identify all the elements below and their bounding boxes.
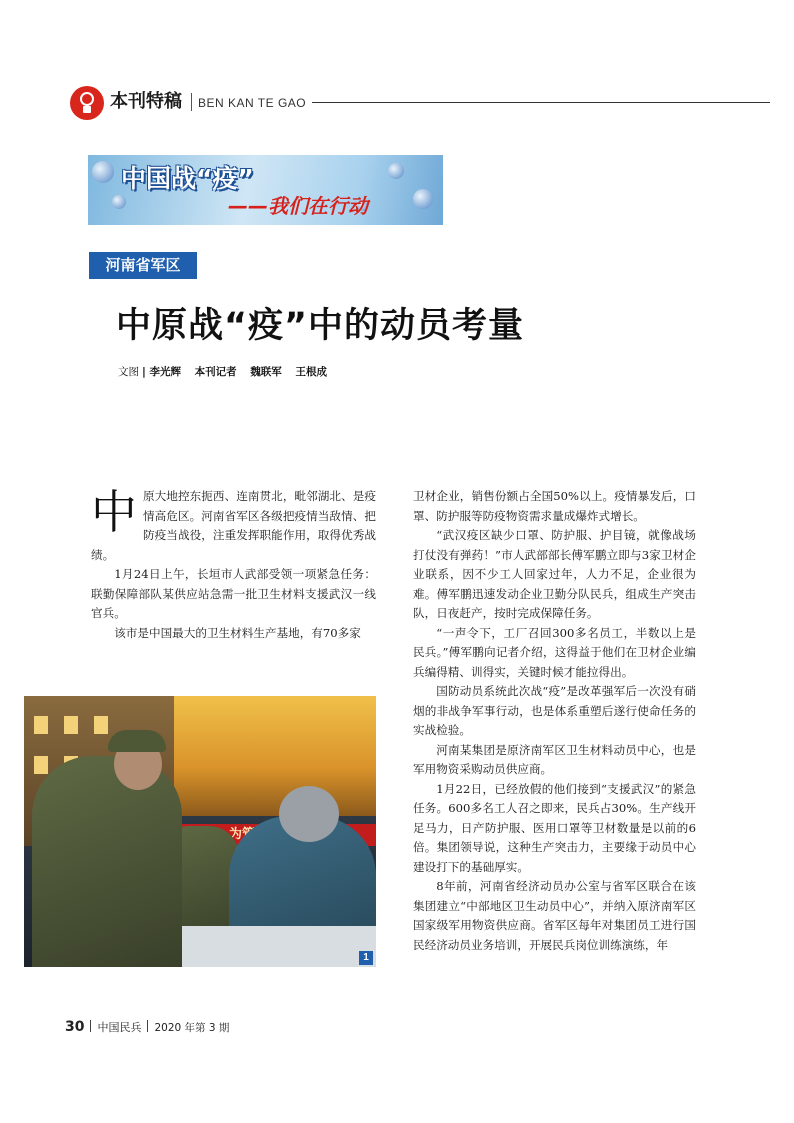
byline-author: 李光辉 (149, 366, 181, 378)
paragraph (91, 487, 376, 565)
body-column-left (91, 487, 376, 643)
region-tag: 河南省军区 (89, 252, 197, 279)
molecule-graphic (413, 189, 433, 209)
paragraph: 该市是中国最大的卫生材料生产基地，有70多家 (114, 625, 361, 640)
page-number: 30 (65, 1019, 85, 1035)
soldier-figure (32, 756, 182, 967)
paragraph-text: 原大地控东扼西、连南贯北，毗邻湖北、是疫情高危区。河南省军区各级把疫情当敌情、把防疫当战役，注重发挥职能作用，取得优秀战绩。 (91, 489, 376, 562)
header-rule (312, 102, 770, 103)
paragraph: 8年前，河南省经济动员办公室与省军区联合在该集团建立“中部地区卫生动员中心”，并纳入原济南军区国家级军用物资供应商。省军区每年对集团员工进行国民经济动员业务培训，开展民兵岗位训练演练，年 (413, 879, 696, 952)
article-photo (24, 696, 376, 967)
section-title: 本刊特稿 (110, 91, 182, 112)
molecule-graphic (388, 163, 404, 179)
page-footer (65, 1017, 229, 1037)
byline-label: 文图 (118, 366, 139, 378)
banner-line-1: 中国战“疫” (121, 164, 254, 193)
paragraph: 国防动员系统此次战“疫”是改革强军后一次没有硝烟的非战争军事行动，也是体系重塑后遂行使命任务的实战检验。 (413, 684, 696, 737)
issue-label: 2020 年第 3 期 (154, 1022, 230, 1034)
byline-author: 魏联军 (250, 366, 282, 378)
byline-role: 本刊记者 (194, 366, 237, 378)
paragraph: “武汉疫区缺少口罩、防护服、护目镜，就像战场打仗没有弹药！”市人武部部长傅军鹏立即与3家卫材企业联系，因不少工人回家过年，人力不足，企业很为难。傅军鹏迅速发动企业卫勤分队民兵，组成生产突击队，日夜赶产，按时完成保障任务。 (413, 528, 696, 620)
byline: 文图 | 李光辉 本刊记者 魏联军 王根成 (118, 366, 327, 378)
column-banner (88, 155, 443, 225)
section-latin: BEN KAN TE GAO (198, 96, 307, 110)
byline-author: 王根成 (295, 366, 327, 378)
paragraph: 1月22日，已经放假的他们接到“支援武汉”的紧急任务。600多名工人召之即来，民兵占30%。生产线开足马力，日产防护服、医用口罩等卫材数量是以前的6倍。集团领导说，这种生产突击力，主要缘于动员中心建设打下的基础厚实。 (413, 781, 696, 874)
molecule-graphic (112, 195, 126, 209)
lit-facade (174, 696, 376, 816)
magazine-name: 中国民兵 (97, 1021, 142, 1034)
banner-line-2: ——我们在行动 (228, 194, 368, 218)
paragraph: “一声令下，工厂召回300多名员工，半数以上是民兵。”傅军鹏向记者介绍，这得益于他们在卫材企业编兵编得精、训得实，关键时候才能拉得出。 (413, 625, 696, 679)
paragraph: 河南某集团是原济南军区卫生材料动员中心，也是军用物资采购动员供应商。 (413, 742, 696, 776)
molecule-graphic (92, 161, 114, 183)
paragraph: 1月24日上午，长垣市人武部受领一项紧急任务：联勤保障部队某供应站急需一批卫生材料支援武汉一线官兵。 (91, 567, 376, 620)
header-separator (191, 93, 192, 111)
lightbulb-icon (70, 86, 104, 120)
article-title: 中原战“疫”中的动员考量 (116, 306, 525, 346)
body-column-right (413, 487, 696, 955)
paragraph: 卫材企业，销售份额占全国50%以上。疫情暴发后，口罩、防护服等防疫物资需求量成爆炸式增长。 (413, 489, 696, 523)
drop-cap: 中 (91, 485, 137, 539)
photo-number: 1 (359, 951, 373, 965)
